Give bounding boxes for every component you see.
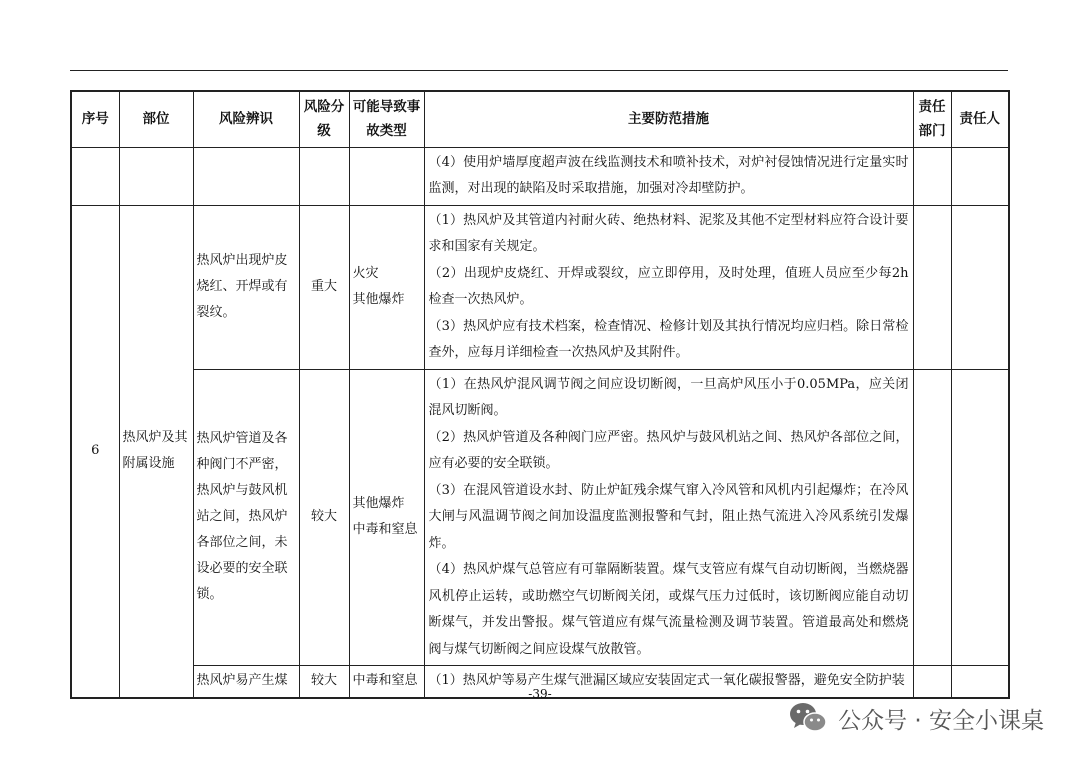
col-header-risk: 风险辨识	[193, 91, 299, 147]
measures-cell	[424, 147, 913, 205]
col-header-person: 责任人	[951, 91, 1009, 147]
col-header-no: 序号	[71, 91, 119, 147]
col-header-measures: 主要防范措施	[424, 91, 913, 147]
accident-type: 中毒和窒息	[352, 673, 418, 689]
header-rule	[70, 70, 1008, 71]
risk-level-cell: 重大	[299, 205, 349, 369]
col-header-accident: 可能导致事故类型	[349, 91, 424, 147]
measure-item: （3）热风炉应有技术档案，检查情况、检修计划及其执行情况均应归档。除日常检查外，应每月详细检查一次热风炉及其附件。	[428, 318, 909, 360]
accident-type: 其他爆炸	[352, 292, 405, 307]
row-number: 6	[71, 205, 119, 698]
measure-item: （4）使用炉墙厚度超声波在线监测技术和喷补技术，对炉衬侵蚀情况进行定量实时监测，对出现的缺陷及时采取措施，加强对冷却壁防护。	[428, 154, 909, 196]
accident-cell	[349, 205, 424, 369]
measures-cell	[424, 369, 913, 666]
table-row-continued	[71, 147, 1009, 205]
measure-item: （1）热风炉及其管道内衬耐火砖、绝热材料、泥浆及其他不定型材料应符合设计要求和国家有关规定。	[428, 212, 909, 254]
measures-cell	[424, 205, 913, 369]
risk-cell: 热风炉出现炉皮烧红、开焊或有裂纹。	[193, 205, 299, 369]
measure-item: （3）在混风管道设水封、防止炉缸残余煤气窜入冷风管和风机内引起爆炸；在冷风大闸与风温调节阀之间加设温度监测报警和气封，阻止热气流进入冷风系统引发爆炸。	[428, 482, 909, 551]
accident-type: 火灾	[352, 266, 379, 281]
risk-table	[70, 90, 1010, 699]
col-header-location: 部位	[119, 91, 193, 147]
table-row	[71, 205, 1009, 369]
location-cell: 热风炉及其附属设施	[119, 205, 193, 698]
page-number: -39-	[528, 687, 552, 701]
watermark	[788, 701, 1044, 735]
accident-type: 其他爆炸	[352, 496, 405, 512]
risk-cell: 热风炉管道及各种阀门不严密，热风炉与鼓风机站之间，热风炉各部位之间，未设必要的安全联锁。	[193, 369, 299, 666]
header-row	[71, 91, 1009, 147]
wechat-icon	[788, 701, 828, 735]
measure-item: （1）热风炉等易产生煤气泄漏区域应安装固定式一氧化碳报警器，避免安全防护装	[428, 673, 905, 688]
risk-level-cell: 较大	[299, 666, 349, 698]
accident-type: 中毒和窒息	[352, 522, 418, 538]
table-row	[71, 369, 1009, 666]
col-header-level: 风险分级	[299, 91, 349, 147]
risk-level-cell: 较大	[299, 369, 349, 666]
watermark-text: 公众号 · 安全小课桌	[838, 707, 1044, 734]
measure-item: （2）热风炉管道及各种阀门应严密。热风炉与鼓风机站之间、热风炉各部位之间，应有必要的安全联锁。	[428, 429, 909, 471]
col-header-dept: 责任部门	[913, 91, 951, 147]
risk-cell: 热风炉易产生煤	[193, 666, 299, 698]
accident-cell	[349, 369, 424, 666]
measure-item: （2）出现炉皮烧红、开焊或裂纹，应立即停用，及时处理，值班人员应至少每2h 检查一次热风炉。	[428, 265, 909, 307]
measure-item: （1）在热风炉混风调节阀之间应设切断阀，一旦高炉风压小于0.05MPa，应关闭混风切断阀。	[428, 376, 909, 418]
measure-item: （4）热风炉煤气总管应有可靠隔断装置。煤气支管应有煤气自动切断阀，当燃烧器风机停止运转，或助燃空气切断阀关闭，或煤气压力过低时，该切断阀应能自动切断煤气，并发出警报。煤气管道应有煤气流量检测及调节装置。管道最高处和燃烧阀与煤气切断阀之间应设煤气放散管。	[428, 562, 909, 657]
